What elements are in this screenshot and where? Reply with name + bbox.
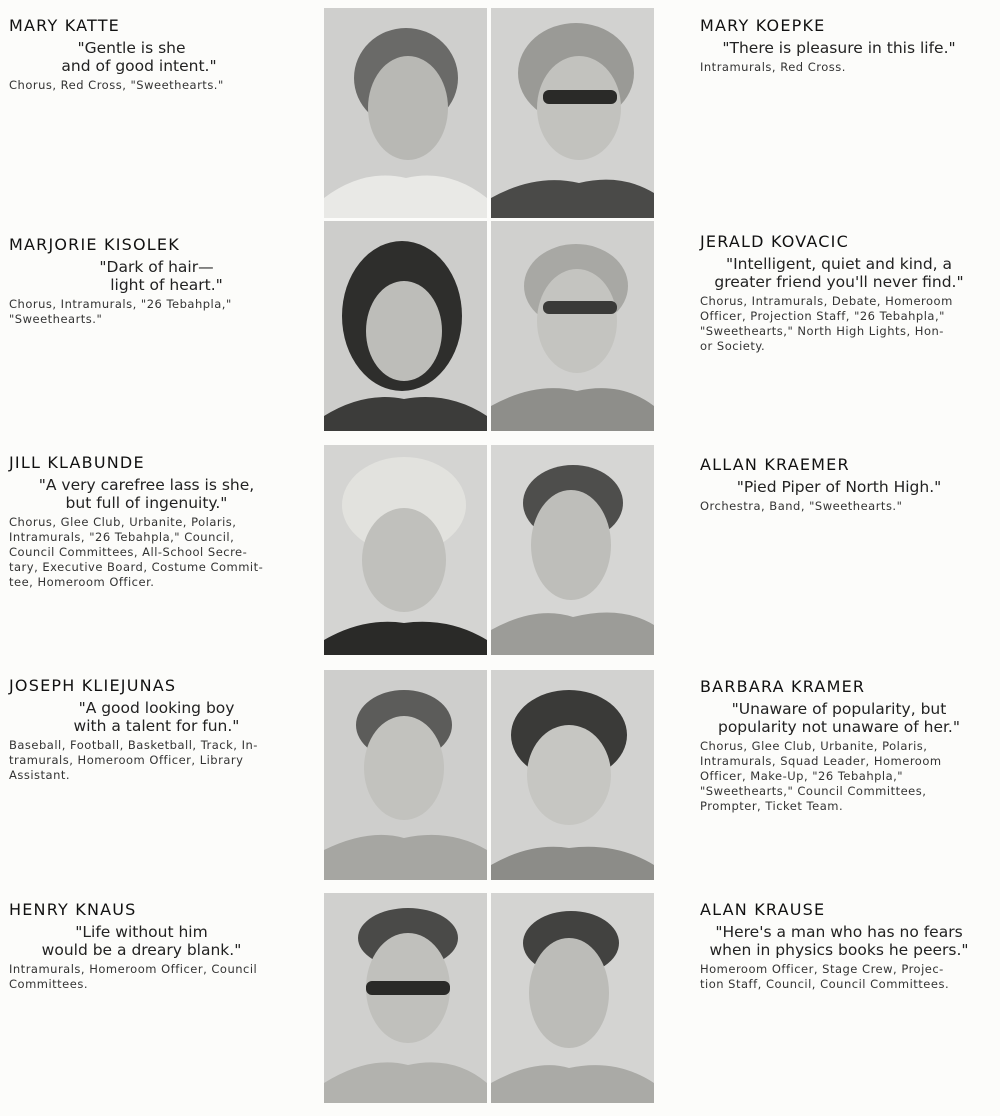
student-activities: Homeroom Officer, Stage Crew, Projec- tion Staff, Council, Council Committees. [700, 962, 950, 991]
student-activities: Intramurals, Red Cross. [700, 60, 846, 74]
portrait-photo-barbara-kramer [491, 670, 654, 880]
student-name: JERALD KOVACIC [700, 232, 849, 251]
student-quote: "Dark of hair— light of heart." [99, 258, 223, 294]
student-name: MARJORIE KISOLEK [9, 235, 180, 254]
student-activities: Chorus, Red Cross, "Sweethearts." [9, 78, 224, 92]
portrait-silhouette [491, 670, 654, 880]
student-quote: "Unaware of popularity, but popularity not unaware of her." [717, 700, 960, 736]
portrait-silhouette [491, 445, 654, 655]
student-activities: Baseball, Football, Basketball, Track, In- tramurals, Homeroom Officer, Library Assistant. [9, 738, 258, 782]
student-name: ALLAN KRAEMER [700, 455, 850, 474]
student-activities: Chorus, Glee Club, Urbanite, Polaris, Intramurals, Squad Leader, Homeroom Officer, Make-Up, "26 Tebahpla," "Sweethearts," Council Committees, Prompter, Ticket Team. [700, 739, 942, 813]
student-name: JOSEPH KLIEJUNAS [9, 676, 177, 695]
portrait-photo-henry-knaus [324, 893, 487, 1103]
student-quote: "Life without him would be a dreary blank." [41, 923, 242, 959]
entry-henry-knaus [9, 900, 284, 992]
portrait-silhouette [491, 221, 654, 431]
portrait-silhouette [324, 670, 487, 880]
entry-mary-koepke [700, 16, 978, 75]
student-quote: "There is pleasure in this life." [722, 39, 956, 57]
entry-mary-katte [9, 16, 284, 93]
entry-barbara-kramer [700, 677, 978, 814]
entry-alan-krause [700, 900, 978, 992]
student-quote: "Pied Piper of North High." [736, 478, 942, 496]
portrait-photo-allan-kraemer [491, 445, 654, 655]
student-quote: "A good looking boy with a talent for fun." [73, 699, 240, 735]
entry-allan-kraemer [700, 455, 978, 514]
portrait-photo-jerald-kovacic [491, 221, 654, 431]
student-activities: Chorus, Intramurals, "26 Tebahpla," "Sweethearts." [9, 297, 232, 326]
student-name: MARY KOEPKE [700, 16, 826, 35]
portrait-silhouette [324, 8, 487, 218]
portrait-photo-mary-koepke [491, 8, 654, 218]
portrait-silhouette [324, 445, 487, 655]
entry-jill-klabunde [9, 453, 284, 590]
portrait-photo-mary-katte [324, 8, 487, 218]
student-quote: "Intelligent, quiet and kind, a greater friend you'll never find." [714, 255, 964, 291]
student-activities: Chorus, Intramurals, Debate, Homeroom Officer, Projection Staff, "26 Tebahpla," "Sweethearts," North High Lights, Hon- or Society. [700, 294, 953, 353]
student-activities: Orchestra, Band, "Sweethearts." [700, 499, 903, 513]
portrait-photo-alan-krause [491, 893, 654, 1103]
portrait-photo-joseph-kliejunas [324, 670, 487, 880]
portrait-silhouette [491, 8, 654, 218]
portrait-silhouette [324, 221, 487, 431]
student-quote: "A very carefree lass is she, but full of ingenuity." [38, 476, 255, 512]
student-name: JILL KLABUNDE [9, 453, 145, 472]
entry-jerald-kovacic [700, 232, 978, 354]
student-name: ALAN KRAUSE [700, 900, 826, 919]
student-name: HENRY KNAUS [9, 900, 137, 919]
student-activities: Chorus, Glee Club, Urbanite, Polaris, Intramurals, "26 Tebahpla," Council, Council Committees, All-School Secre- tary, Executive Board, Costume Commit- tee, Homeroom Officer. [9, 515, 264, 589]
entry-joseph-kliejunas [9, 676, 284, 783]
student-name: BARBARA KRAMER [700, 677, 866, 696]
student-activities: Intramurals, Homeroom Officer, Council Committees. [9, 962, 258, 991]
portrait-silhouette [491, 893, 654, 1103]
student-quote: "Gentle is she and of good intent." [61, 39, 217, 75]
portrait-photo-jill-klabunde [324, 445, 487, 655]
entry-marjorie-kisolek [9, 235, 284, 327]
portrait-photo-marjorie-kisolek [324, 221, 487, 431]
student-quote: "Here's a man who has no fears when in physics books he peers." [709, 923, 969, 959]
student-name: MARY KATTE [9, 16, 120, 35]
portrait-silhouette [324, 893, 487, 1103]
